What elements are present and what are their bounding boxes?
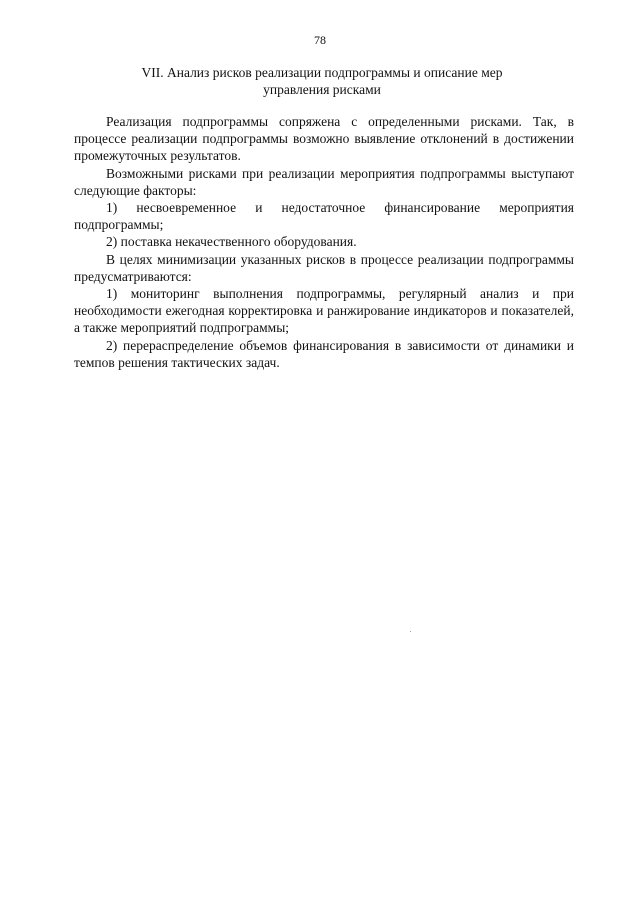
paragraph: Возможными рисками при реализации мероприятия подпрограммы выступают следующие факторы: <box>74 165 574 198</box>
section-heading <box>80 64 564 98</box>
section-heading-line-1: VII. Анализ рисков реализации подпрограммы и описание мер <box>141 65 503 80</box>
list-item: 2) перераспределение объемов финансирования в зависимости от динамики и темпов решения тактических задач. <box>74 337 574 370</box>
list-item: 1) мониторинг выполнения подпрограммы, регулярный анализ и при необходимости ежегодная корректировка и ранжирование индикаторов и показателей, а также мероприятий подпрограммы; <box>74 286 574 336</box>
section-body <box>74 113 574 371</box>
scan-speck <box>410 631 411 632</box>
section-heading-line-2: управления рисками <box>263 82 381 97</box>
page-number: 78 <box>314 33 326 47</box>
paragraph: В целях минимизации указанных рисков в процессе реализации подпрограммы предусматриваются: <box>74 251 574 284</box>
paragraph: Реализация подпрограммы сопряжена с определенными рисками. Так, в процессе реализации подпрограммы возможно выявление отклонений в достижении промежуточных результатов. <box>74 114 574 164</box>
list-item: 2) поставка некачественного оборудования. <box>106 234 357 250</box>
list-item: 1) несвоевременное и недостаточное финансирование мероприятия подпрограммы; <box>74 200 574 233</box>
